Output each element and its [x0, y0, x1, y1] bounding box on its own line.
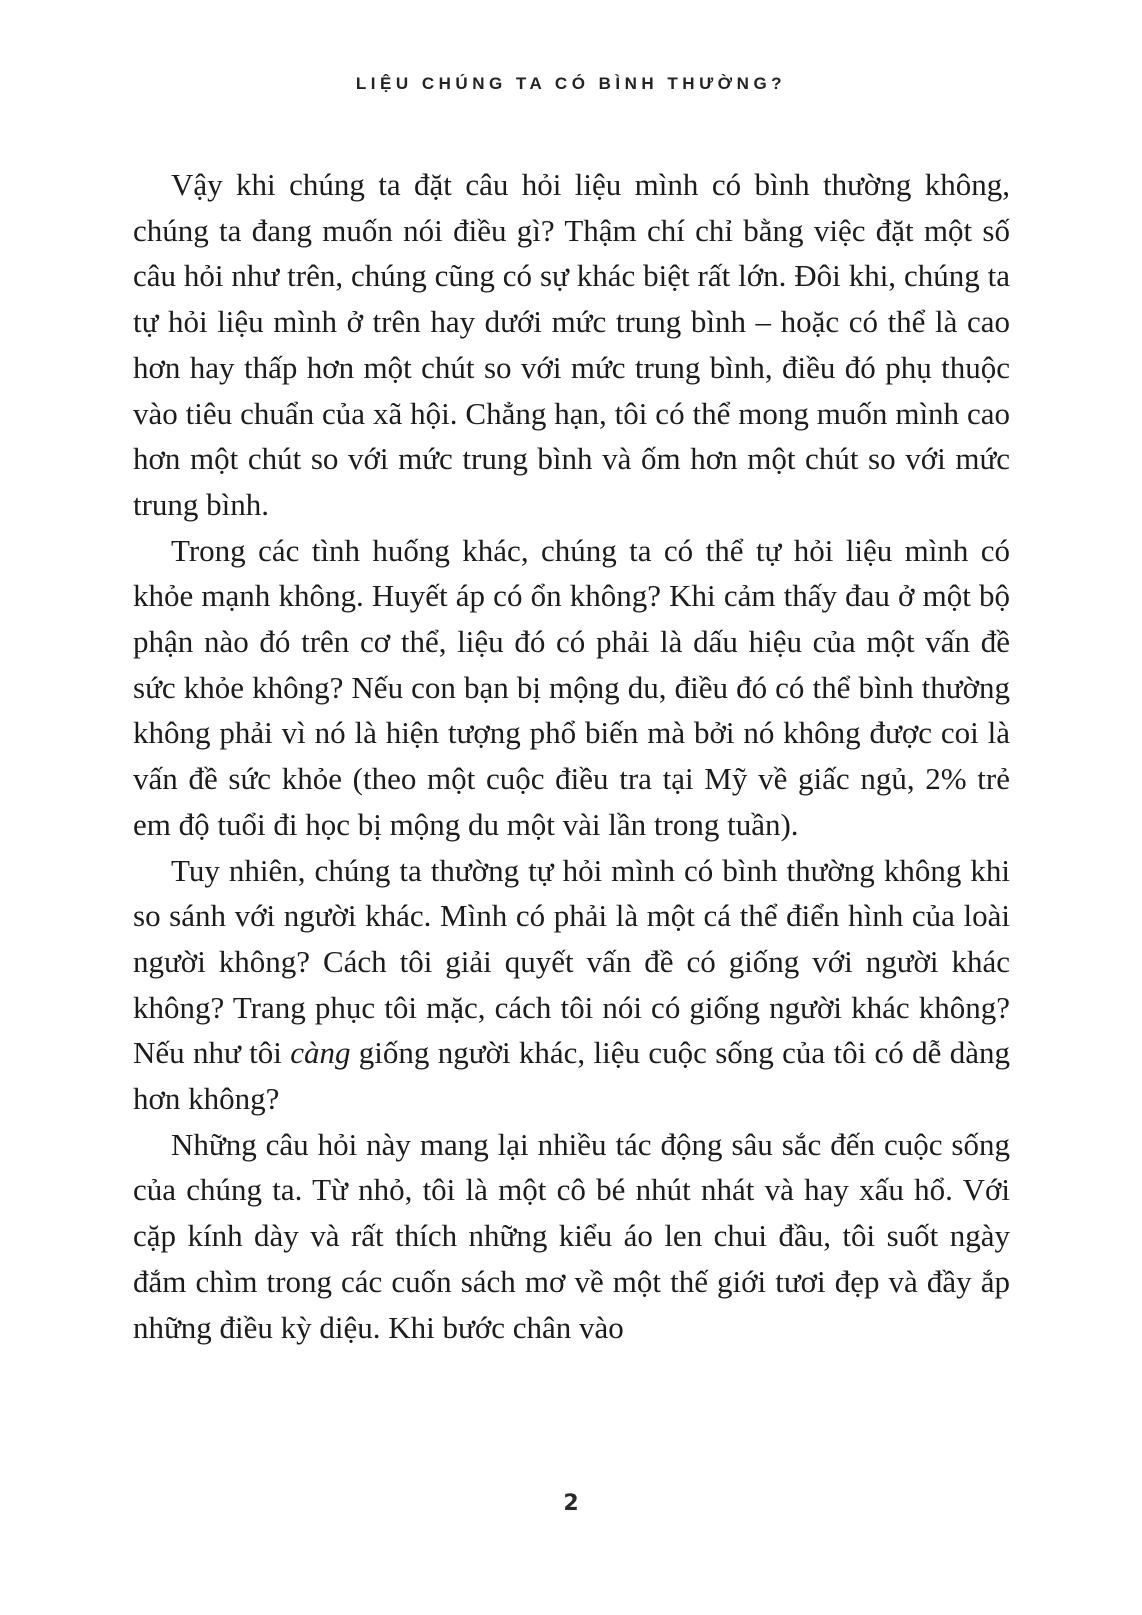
text-segment: Vậy khi chúng ta đặt câu hỏi liệu mình có bình thường không, chúng ta đang muốn nói điều gì? Thậm chí chỉ bằng việc đặt một số câu hỏi như trên, chúng cũng có sự khác biệt rất lớn. Đôi khi, chúng ta tự hỏi liệu mình ở trên hay dưới mức trung bình – hoặc có thể là cao hơn hay thấp hơn một chút so với mức trung bình, điều đó phụ thuộc vào tiêu chuẩn của xã hội. Chẳng hạn, tôi có thể mong muốn mình cao hơn một chút so với mức trung bình và ốm hơn một chút so với mức trung bình. [133, 167, 1010, 522]
emphasized-word: càng [290, 1035, 351, 1071]
text-segment: Tuy nhiên, chúng ta thường tự hỏi mình có bình thường không khi so sánh với người khác. Mình có phải là một cá thể điển hình của loài người không? Cách tôi giải quyết vấn đề có giống với người khác không? Trang phục tôi mặc, cách tôi nói có giống người khác không? Nếu như tôi [133, 852, 1010, 1071]
text-segment: giống người khác, liệu cuộc sống của tôi có dễ dàng hơn không? [133, 1035, 1010, 1117]
paragraph [133, 1122, 1010, 1351]
running-head: LIỆU CHÚNG TA CÓ BÌNH THƯỜNG? [355, 74, 787, 93]
paragraph [133, 162, 1010, 528]
text-segment: Những câu hỏi này mang lại nhiều tác động sâu sắc đến cuộc sống của chúng ta. Từ nhỏ, tôi là một cô bé nhút nhát và hay xấu hổ. Với cặp kính dày và rất thích những kiểu áo len chui đầu, tôi suốt ngày đắm chìm trong các cuốn sách mơ về một thế giới tươi đẹp và đầy ắp những điều kỳ diệu. Khi bước chân vào [133, 1126, 1010, 1345]
paragraph [133, 528, 1010, 848]
paragraph [133, 848, 1010, 1122]
body-text [133, 162, 1010, 1350]
text-segment: Trong các tình huống khác, chúng ta có thể tự hỏi liệu mình có khỏe mạnh không. Huyết áp có ổn không? Khi cảm thấy đau ở một bộ phận nào đó trên cơ thể, liệu đó có phải là dấu hiệu của một vấn đề sức khỏe không? Nếu con bạn bị mộng du, điều đó có thể bình thường không phải vì nó là hiện tượng phổ biến mà bởi nó không được coi là vấn đề sức khỏe (theo một cuộc điều tra tại Mỹ về giấc ngủ, 2% trẻ em độ tuổi đi học bị mộng du một vài lần trong tuần). [133, 532, 1010, 842]
page-number: 2 [563, 1491, 579, 1516]
